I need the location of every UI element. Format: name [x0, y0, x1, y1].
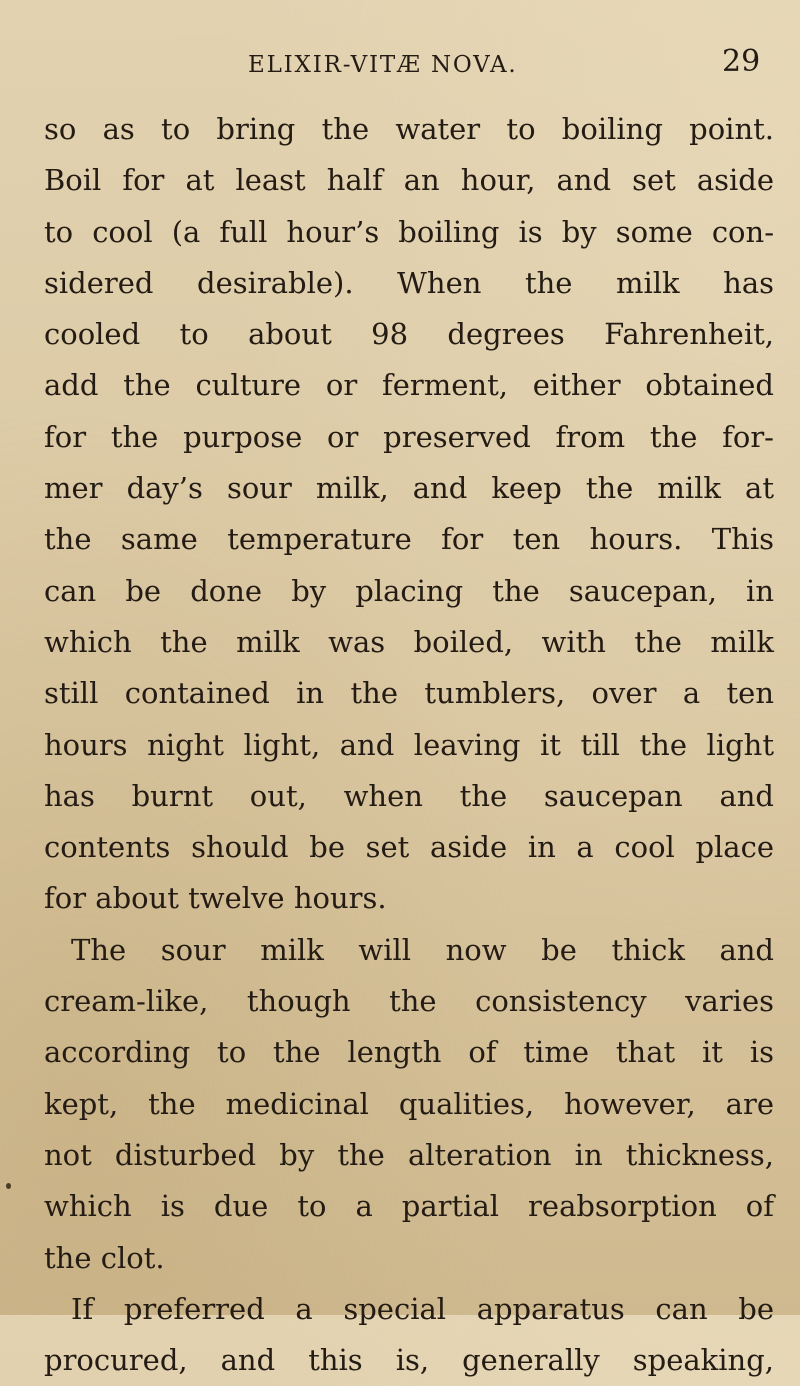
text-line: If preferred a special apparatus can be — [71, 1291, 774, 1326]
text-line: mer day’s sour milk, and keep the milk at — [44, 471, 774, 506]
text-line: according to the length of time that it is — [44, 1035, 774, 1070]
text-line: can be done by placing the saucepan, in — [44, 573, 774, 608]
text-line: sidered desirable). When the milk has — [44, 265, 774, 300]
text-line: so as to bring the water to boiling point. — [44, 112, 774, 146]
body-text — [44, 104, 774, 1386]
text-line: still contained in the tumblers, over a ten — [44, 676, 774, 711]
running-head-title: ELIXIR-VITÆ NOVA. — [248, 52, 518, 78]
text-line: Boil for at least half an hour, and set aside — [44, 163, 774, 198]
text-line: the same temperature for ten hours. This — [44, 522, 774, 557]
page-number: 29 — [722, 44, 761, 79]
text-line: to cool (a full hour’s boiling is by some con- — [44, 214, 774, 249]
text-line: contents should be set aside in a cool place — [44, 830, 774, 865]
text-line: add the culture or ferment, either obtained — [44, 368, 774, 403]
text-line: not disturbed by the alteration in thickness, — [44, 1137, 774, 1172]
text-line: for about twelve hours. — [44, 881, 387, 916]
text-line: which is due to a partial reabsorption of — [44, 1189, 774, 1224]
text-line: procured, and this is, generally speaking, — [44, 1343, 774, 1378]
paper-fleck — [6, 1183, 11, 1189]
text-line: cream-like, though the consistency varies — [44, 984, 774, 1019]
running-head — [0, 44, 800, 84]
text-line: has burnt out, when the saucepan and — [44, 778, 774, 813]
text-line: which the milk was boiled, with the milk — [44, 624, 774, 659]
text-line: the clot. — [44, 1240, 165, 1275]
text-line: for the purpose or preserved from the for- — [44, 419, 774, 454]
text-line: cooled to about 98 degrees Fahrenheit, — [44, 317, 774, 352]
text-line: hours night light, and leaving it till the light — [44, 727, 774, 762]
text-line: The sour milk will now be thick and — [71, 932, 774, 967]
text-line: kept, the medicinal qualities, however, are — [44, 1086, 774, 1121]
